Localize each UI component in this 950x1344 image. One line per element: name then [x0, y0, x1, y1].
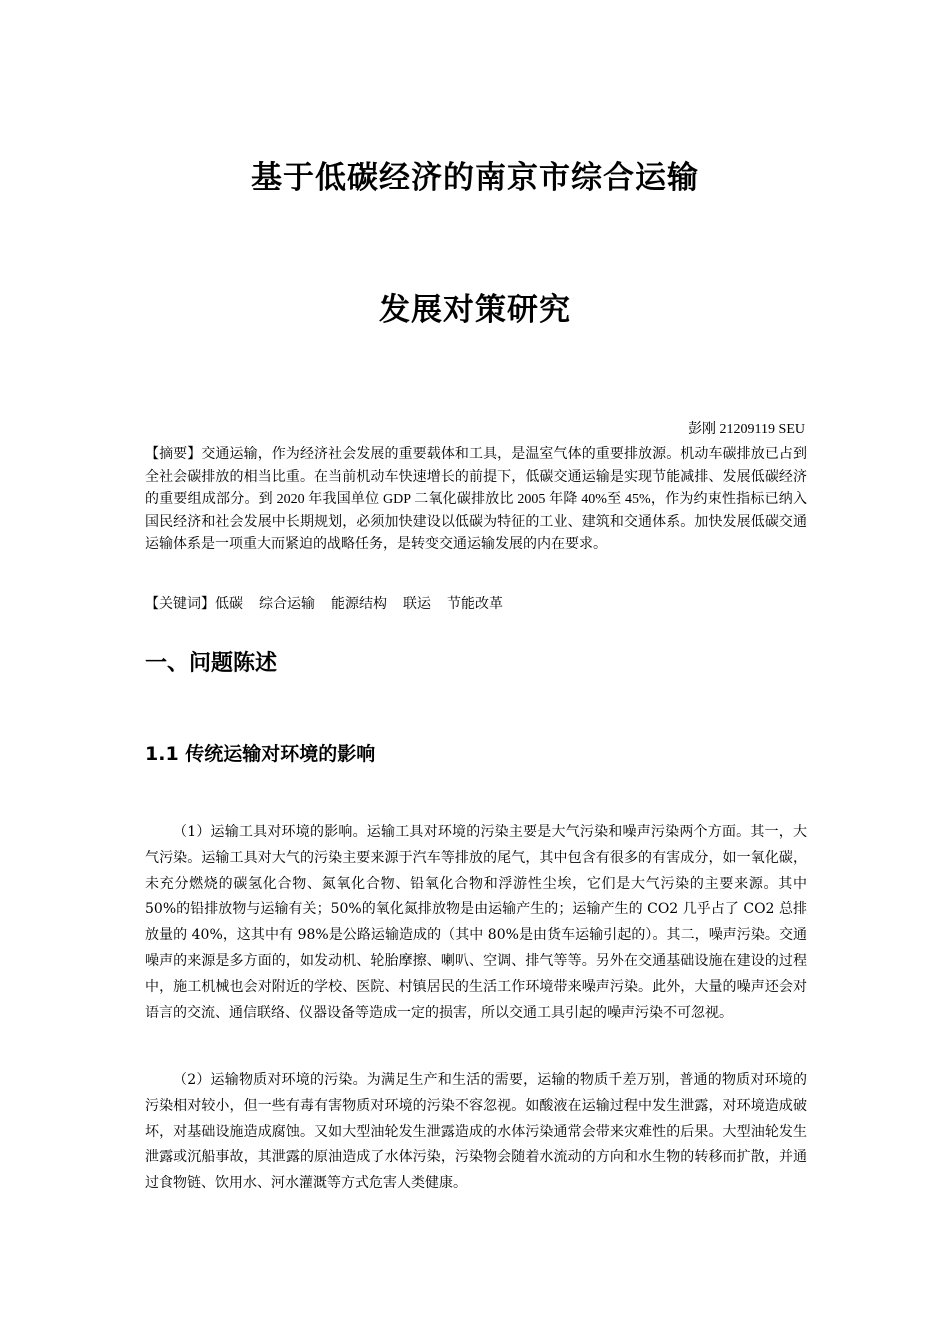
- keywords-line: [145, 594, 519, 616]
- keywords-label: 【关键词】: [145, 597, 215, 612]
- section-heading: 一、问题陈述: [145, 651, 278, 676]
- subsection-heading: 1.1 传统运输对环境的影响: [145, 743, 376, 765]
- keyword: 能源结构: [331, 597, 387, 612]
- author-line: 彭刚 21209119 SEU: [688, 422, 805, 437]
- title-line-2: 发展对策研究: [379, 292, 571, 328]
- keyword: 综合运输: [259, 597, 315, 612]
- body-paragraph-2: （2）运输物质对环境的污染。为满足生产和生活的需要，运输的物质千差万别，普通的物质对环境的污染相对较小，但一些有毒有害物质对环境的污染不容忽视。如酸液在运输过程中发生泄露，对环境造成破坏，对基础设施造成腐蚀。又如大型油轮发生泄露造成的水体污染通常会带来灾难性的后果。大型油轮发生泄露或沉船事故，其泄露的原油造成了水体污染，污染物会随着水流动的方向和水生物的转移而扩散，并通过食物链、饮用水、河水灌溉等方式危害人类健康。: [145, 1072, 807, 1192]
- abstract: 【摘要】交通运输，作为经济社会发展的重要载体和工具，是温室气体的重要排放源。机动车碳排放已占到全社会碳排放的相当比重。在当前机动车快速增长的前提下，低碳交通运输是实现节能减排、发展低碳经济的重要组成部分。到 2020 年我国单位 GDP 二氧化碳排放比 2005 年降 40%至 45%，作为约束性指标已纳入国民经济和社会发展中长期规划，必须加快建设以低碳为特征的工业、建筑和交通体系。加快发展低碳交通运输体系是一项重大而紧迫的战略任务，是转变交通运输发展的内在要求。: [145, 447, 807, 553]
- keyword: 联运: [403, 597, 431, 612]
- keyword: 节能改革: [447, 597, 503, 612]
- body-paragraph-1: （1）运输工具对环境的影响。运输工具对环境的污染主要是大气污染和噪声污染两个方面。其一，大气污染。运输工具对大气的污染主要来源于汽车等排放的尾气，其中包含有很多的有害成分，如一氧化碳，未充分燃烧的碳氢化合物、氮氧化合物、铅氧化合物和浮游性尘埃，它们是大气污染的主要来源。其中 50%的铅排放物与运输有关；50%的氧化氮排放物是由运输产生的；运输产生的 CO2 几乎占了 CO2 总排放量的 40%，这其中有 98%是公路运输造成的（其中 80%是由货车运输引起的）。其二，噪声污染。交通噪声的来源是多方面的，如发动机、轮胎摩擦、喇叭、空调、排气等等。另外在交通基础设施在建设的过程中，施工机械也会对附近的学校、医院、村镇居民的生活工作环境带来噪声污染。此外，大量的噪声还会对语言的交流、通信联络、仪器设备等造成一定的损害，所以交通工具引起的噪声污染不可忽视。: [145, 824, 807, 1021]
- keyword: 低碳: [215, 597, 243, 612]
- title-line-1: 基于低碳经济的南京市综合运输: [251, 160, 699, 196]
